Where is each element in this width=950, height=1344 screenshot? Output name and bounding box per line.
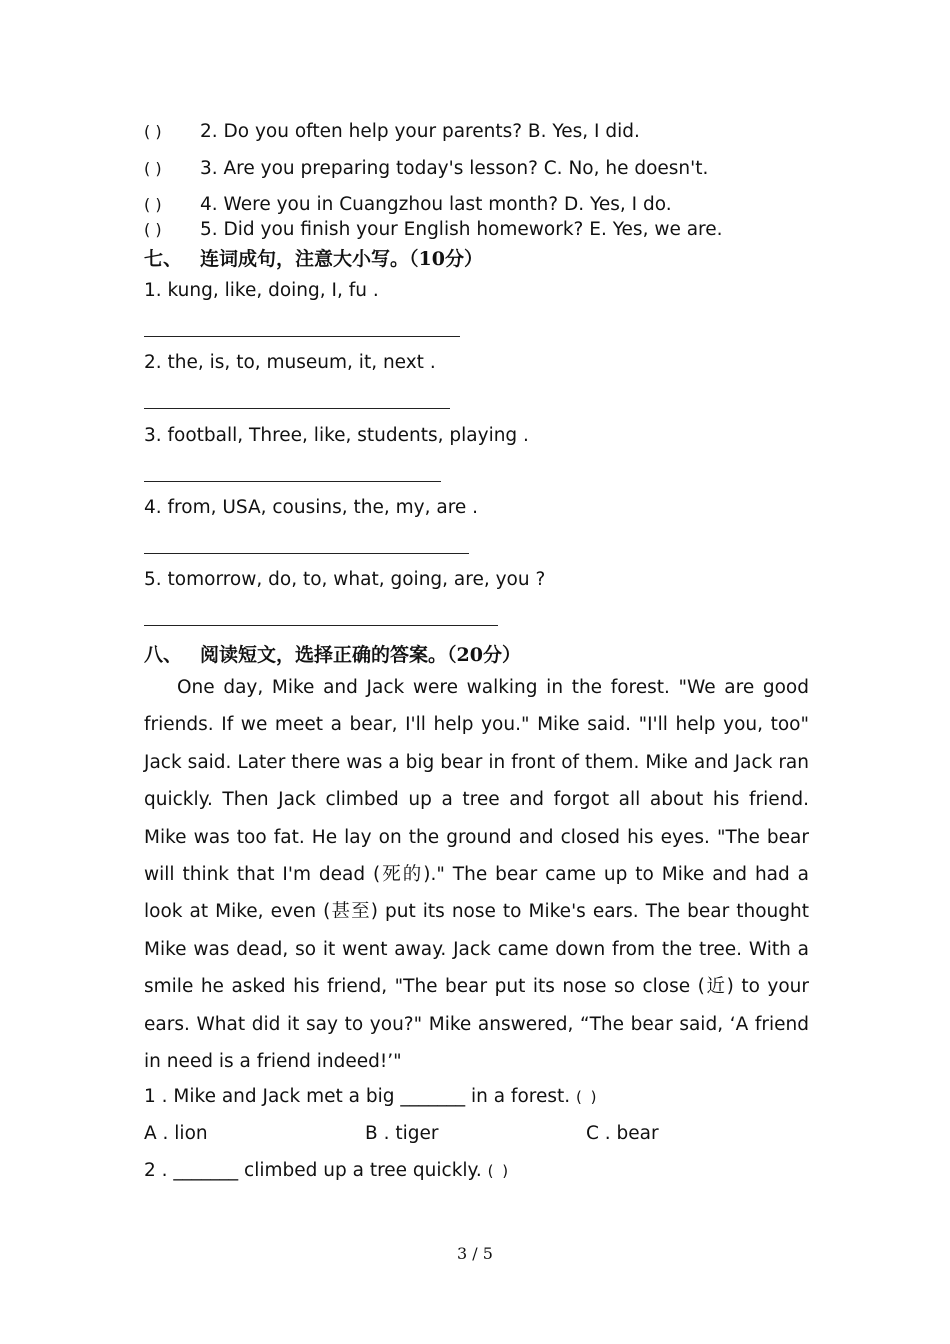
matching-item-5 bbox=[144, 219, 723, 241]
answer-line-4 bbox=[144, 553, 469, 554]
matching-text: 4. Were you in Cuangzhou last month? D. Yes, I do. bbox=[200, 194, 672, 215]
option-a: A . lion bbox=[144, 1123, 208, 1144]
answer-paren: ( ) bbox=[576, 1088, 599, 1106]
matching-item-2 bbox=[144, 121, 640, 143]
question-2 bbox=[144, 1160, 510, 1182]
answer-paren: ( ) bbox=[487, 1162, 511, 1180]
answer-paren: ( ) bbox=[144, 159, 162, 178]
matching-item-3 bbox=[144, 158, 708, 180]
answer-paren: ( ) bbox=[144, 195, 162, 214]
section-number: 八、 bbox=[144, 644, 183, 666]
answer-line-5 bbox=[144, 625, 498, 626]
question-text: 2 . _______ climbed up a tree quickly. bbox=[144, 1160, 482, 1181]
answer-line-3 bbox=[144, 481, 441, 482]
sentence-3: 3. football, Three, like, students, playing . bbox=[144, 425, 529, 446]
option-b: B . tiger bbox=[365, 1123, 439, 1144]
section-title: 阅读短文，选择正确的答案。（20分） bbox=[200, 644, 521, 666]
section-8-heading bbox=[144, 640, 521, 667]
matching-text: 2. Do you often help your parents? B. Yes, I did. bbox=[200, 121, 640, 142]
question-1 bbox=[144, 1086, 599, 1108]
answer-line-1 bbox=[144, 336, 460, 337]
answer-paren: ( ) bbox=[144, 122, 162, 141]
section-number: 七、 bbox=[144, 248, 183, 270]
section-7-heading bbox=[144, 244, 483, 271]
page-number: 3 / 5 bbox=[457, 1244, 493, 1263]
answer-paren: ( ) bbox=[144, 220, 162, 239]
section-title: 连词成句，注意大小写。（10分） bbox=[200, 248, 483, 270]
reading-passage: One day, Mike and Jack were walking in the forest. "We are good friends. If we meet a bear, I'll help you." Mike said. "I'll help you, too" Jack said. Later there was a big bear in front of them. Mike and Jack ran quickly. Then Jack climbed up a tree and forgot all about his friend. Mike was too fat. He lay on the ground and closed his eyes. "The bear will think that I'm dead (死的)." The bear came up to Mike and had a look at Mike, even (甚至) put its nose to Mike's ears. The bear thought Mike was dead, so it went away. Jack came down from the tree. With a smile he asked his friend, "The bear put its nose so close (近) to your ears. What did it say to you?" Mike answered, “The bear said, ‘A friend in need is a friend indeed!’" bbox=[144, 677, 809, 1073]
matching-text: 5. Did you finish your English homework? E. Yes, we are. bbox=[200, 219, 723, 240]
sentence-5: 5. tomorrow, do, to, what, going, are, you ? bbox=[144, 569, 546, 590]
sentence-2: 2. the, is, to, museum, it, next . bbox=[144, 352, 436, 373]
option-c: C . bear bbox=[586, 1123, 659, 1144]
matching-text: 3. Are you preparing today's lesson? C. No, he doesn't. bbox=[200, 158, 709, 179]
matching-item-4 bbox=[144, 194, 672, 216]
question-text: 1 . Mike and Jack met a big _______ in a forest. bbox=[144, 1086, 571, 1107]
sentence-1: 1. kung, like, doing, I, fu . bbox=[144, 280, 379, 301]
answer-line-2 bbox=[144, 408, 450, 409]
sentence-4: 4. from, USA, cousins, the, my, are . bbox=[144, 497, 479, 518]
